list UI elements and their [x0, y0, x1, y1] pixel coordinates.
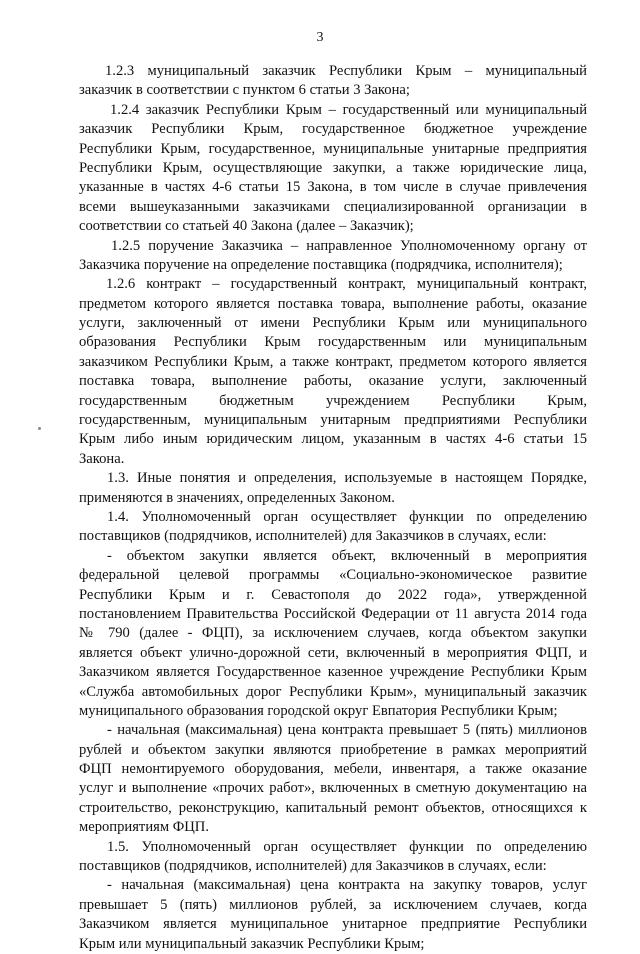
- paragraph-1-2-4-line: Республики Крым, государственное, муниципальные унитарные предприятия: [79, 140, 587, 157]
- paragraph-1-4-line: ФЦП немонтируемого оборудования, мебели, инвентаря, а также оказание: [79, 761, 587, 778]
- document-body: [79, 62, 587, 954]
- paragraph-1-4-line: Заказчиком является Государственное казенное учреждение Республики Крым: [79, 664, 587, 681]
- paragraph-1-4-line: 1.4. Уполномоченный орган осуществляет функции по определению: [107, 508, 587, 525]
- paragraph-1-2-4-line: указанные в частях 4-6 статьи 15 Закона, в том числе в случае привлечения: [79, 179, 587, 196]
- paragraph-1-5-line: - начальная (максимальная) цена контракта на закупку товаров, услуг: [107, 877, 587, 894]
- paragraph-1-4-line: строительство, реконструкцию, капитальный ремонт объектов, относящихся к: [79, 799, 587, 816]
- paragraph-1-2-5-line: Заказчика поручение на определение поставщика (подрядчика, исполнителя);: [79, 256, 563, 273]
- paragraph-1-4-line: постановлением Правительства Российской Федерации от 11 августа 2014 года: [79, 605, 587, 622]
- paragraph-1-2-6-line: предметом которого является поставка товара, выполнение работы, оказание: [79, 295, 587, 312]
- paragraph-1-5-line: Заказчиком является муниципальное унитарное предприятие Республики: [79, 916, 587, 933]
- paragraph-1-2-4-line: соответствии со статьей 40 Закона (далее – Заказчик);: [79, 218, 414, 235]
- paragraph-1-2-4-line: 1.2.4 заказчик Республики Крым – государственный или муниципальный: [110, 101, 587, 118]
- paragraph-1-2-6-line: заказчиком Республики Крым, а также контракт, предметом которого является: [79, 353, 587, 370]
- paragraph-1-5-line: 1.5. Уполномоченный орган осуществляет функции по определению: [107, 838, 587, 855]
- paragraph-1-2-5-line: 1.2.5 поручение Заказчика – направленное Уполномоченному органу от: [111, 237, 587, 254]
- paragraph-1-2-4-line: заказчик Республики Крым, государственное бюджетное учреждение: [79, 121, 587, 138]
- paragraph-1-4-line: поставщиков (подрядчиков, исполнителей) для Заказчиков в случаях, если:: [79, 528, 547, 545]
- paragraph-1-4-line: рублей и объектом закупки являются приобретение в рамках мероприятий: [79, 741, 587, 758]
- paragraph-1-3-line: применяются в значениях, определенных Законом.: [79, 489, 395, 506]
- paragraph-1-2-6-line: государственным бюджетным учреждением Республики Крым,: [79, 392, 587, 409]
- paragraph-1-4-line: является объект улично-дорожной сети, включенный в мероприятия ФЦП, и: [79, 644, 587, 661]
- paragraph-1-3-line: 1.3. Иные понятия и определения, используемые в настоящем Порядке,: [107, 470, 587, 487]
- margin-speck: [38, 427, 41, 430]
- paragraph-1-4-line: № 790 (далее - ФЦП), за исключением случаев, когда объектом закупки: [79, 625, 587, 642]
- paragraph-1-2-6-line: государственным, муниципальным унитарным предприятиями Республики: [79, 412, 587, 429]
- page-number: 3: [316, 30, 324, 45]
- paragraph-1-2-3-line: 1.2.3 муниципальный заказчик Республики Крым – муниципальный: [105, 63, 587, 79]
- paragraph-1-2-4-line: всеми вышеуказанными заказчиками специализированной организации в: [79, 198, 587, 215]
- paragraph-1-4-line: федеральной целевой программы «Социально-экономическое развитие: [79, 567, 587, 584]
- paragraph-1-5-line: поставщиков (подрядчиков, исполнителей) для Заказчиков в случаях, если:: [79, 858, 547, 875]
- paragraph-1-2-6-line: Закона.: [79, 450, 125, 467]
- paragraph-1-4-line: «Служба автомобильных дорог Республики Крым», муниципальный заказчик: [79, 683, 587, 700]
- paragraph-1-5-line: Крым или муниципальный заказчик Республики Крым;: [79, 935, 425, 952]
- paragraph-1-4-line: Республики Крым и г. Севастополя до 2022 года», утвержденной: [79, 586, 587, 603]
- paragraph-1-2-6-line: образования Республики Крым государственным или муниципальным: [79, 334, 587, 351]
- paragraph-1-2-3-line: заказчик в соответствии с пунктом 6 статьи 3 Закона;: [79, 82, 410, 99]
- paragraph-1-2-4-line: Республики Крым, осуществляющие закупки, а также юридические лица,: [79, 159, 587, 176]
- paragraph-1-4-line: муниципального образования городской округ Евпатория Республики Крым;: [79, 702, 558, 719]
- paragraph-1-2-6-line: поставка товара, выполнение работы, оказание услуги, заключенный: [79, 373, 587, 390]
- paragraph-1-4-line: услуг и выполнение «прочих работ», включенных в сметную документацию на: [79, 780, 587, 797]
- paragraph-1-5-line: превышает 5 (пять) миллионов рублей, за исключением случаев, когда: [79, 896, 587, 913]
- paragraph-1-2-6-line: 1.2.6 контракт – государственный контракт, муниципальный контракт,: [106, 276, 587, 293]
- paragraph-1-2-6-line: Крым либо иным юридическим лицом, указанным в частях 4-6 статьи 15: [79, 431, 587, 448]
- paragraph-1-4-line: - начальная (максимальная) цена контракта превышает 5 (пять) миллионов: [107, 722, 587, 739]
- paragraph-1-4-line: - объектом закупки является объект, включенный в мероприятия: [107, 547, 587, 564]
- paragraph-1-4-line: мероприятиям ФЦП.: [79, 819, 209, 836]
- paragraph-1-2-6-line: услуги, заключенный от имени Республики Крым или муниципального: [79, 315, 587, 332]
